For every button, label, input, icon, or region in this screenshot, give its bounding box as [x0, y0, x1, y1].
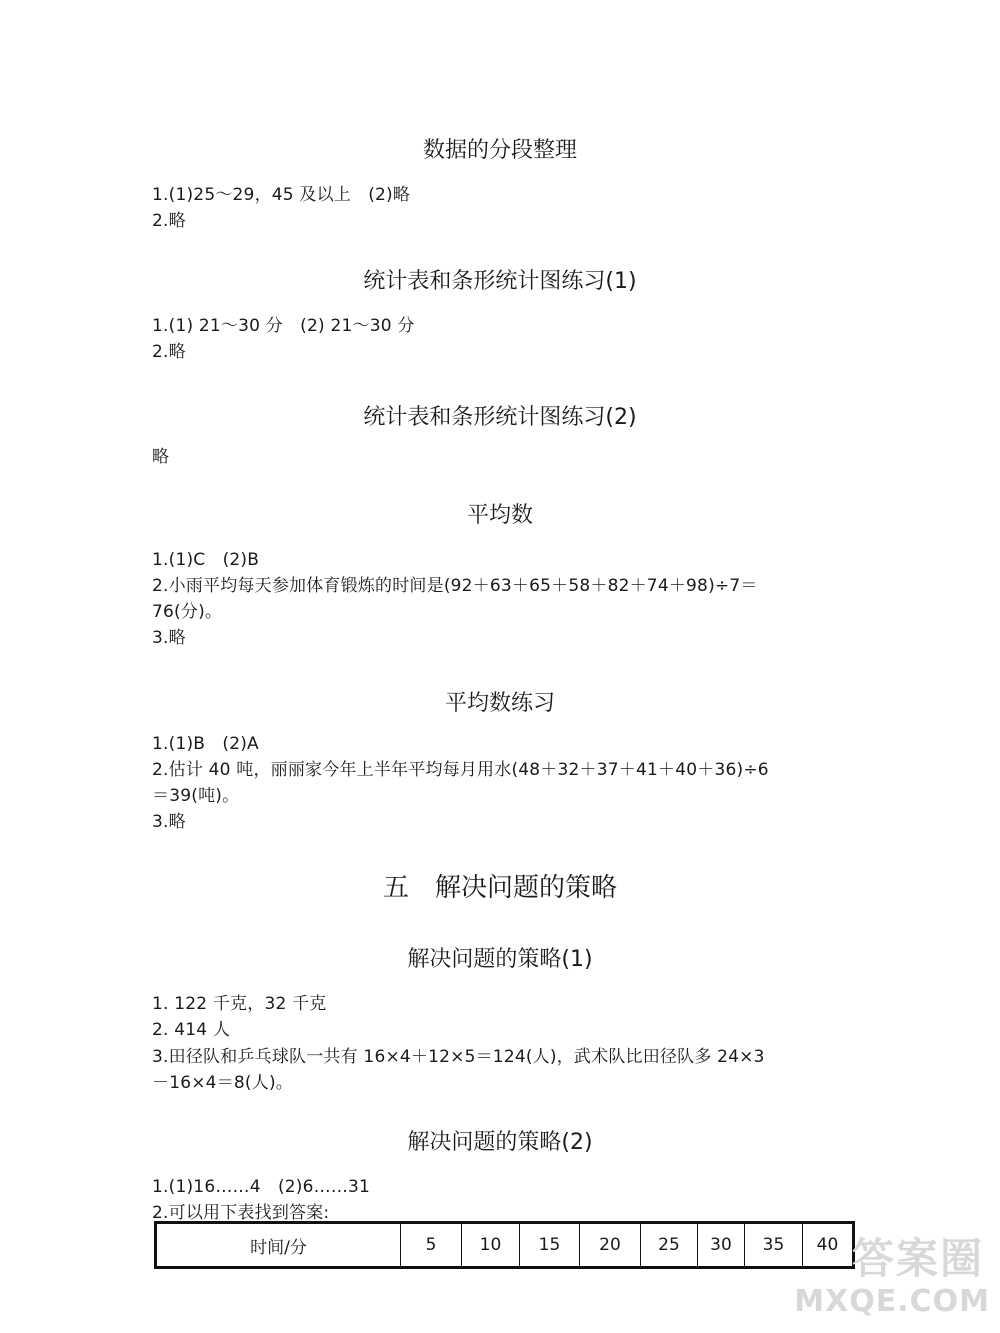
answer-line: 76(分)。 [152, 602, 223, 622]
answer-line: 1.(1)C (2)B [152, 550, 260, 570]
table-cell: 35 [745, 1223, 803, 1268]
watermark-url: MXQE.COM [794, 1284, 990, 1319]
answer-line: 1.(1) 21～30 分 (2) 21～30 分 [152, 316, 415, 336]
answer-line: 3.略 [152, 628, 186, 648]
answer-line: 2.估计 40 吨，丽丽家今年上半年平均每月用水(48＋32＋37＋41＋40＋36)÷6 [152, 760, 769, 780]
table-header-cell: 时间/分 [156, 1223, 401, 1268]
table-cell: 5 [401, 1223, 462, 1268]
answer-line: 3.田径队和乒乓球队一共有 16×4＋12×5＝124(人)，武术队比田径队多 24×3 [152, 1047, 765, 1067]
section-title-strategies-2: 解决问题的策略(2) [407, 1130, 593, 1155]
table-cell: 25 [641, 1223, 698, 1268]
answer-line: 1.(1)16……4 (2)6……31 [152, 1177, 371, 1197]
table-cell: 10 [462, 1223, 520, 1268]
table-cell: 15 [520, 1223, 580, 1268]
answer-line: 2.略 [152, 211, 186, 231]
answer-line: 3.略 [152, 812, 186, 832]
section-title-data-grouping: 数据的分段整理 [422, 138, 577, 163]
answer-line: 略 [152, 447, 170, 467]
answer-line: 2.略 [152, 342, 186, 362]
table-cell: 30 [698, 1223, 745, 1268]
answer-line: 2.可以用下表找到答案: [152, 1203, 330, 1223]
section-title-strategies-1: 解决问题的策略(1) [407, 947, 593, 972]
answer-line: ＝39(吨)。 [152, 786, 240, 806]
time-table [154, 1221, 855, 1269]
watermark-logo [794, 1218, 996, 1333]
answer-line: －16×4＝8(人)。 [152, 1073, 293, 1093]
section-title-stat-table-practice-2: 统计表和条形统计图练习(2) [363, 405, 637, 430]
answer-line: 1.(1)25～29，45 及以上 (2)略 [152, 185, 411, 205]
watermark-logo-text: 答案圈 [851, 1234, 984, 1283]
answer-line: 2.小雨平均每天参加体育锻炼的时间是(92＋63＋65＋58＋82＋74＋98)÷7＝ [152, 576, 758, 596]
answer-line: 1.(1)B (2)A [152, 734, 259, 754]
section-title-average: 平均数 [466, 503, 533, 528]
answer-line: 2. 414 人 [152, 1020, 231, 1040]
section-title-average-practice: 平均数练习 [444, 691, 555, 716]
table-row [156, 1223, 854, 1268]
table-cell: 20 [580, 1223, 641, 1268]
table-cell: 40 [803, 1223, 854, 1268]
answer-line: 1. 122 千克，32 千克 [152, 994, 327, 1014]
section-title-stat-table-practice-1: 统计表和条形统计图练习(1) [363, 269, 637, 294]
chapter-title-problem-solving-strategies: 五 解决问题的策略 [382, 873, 617, 903]
